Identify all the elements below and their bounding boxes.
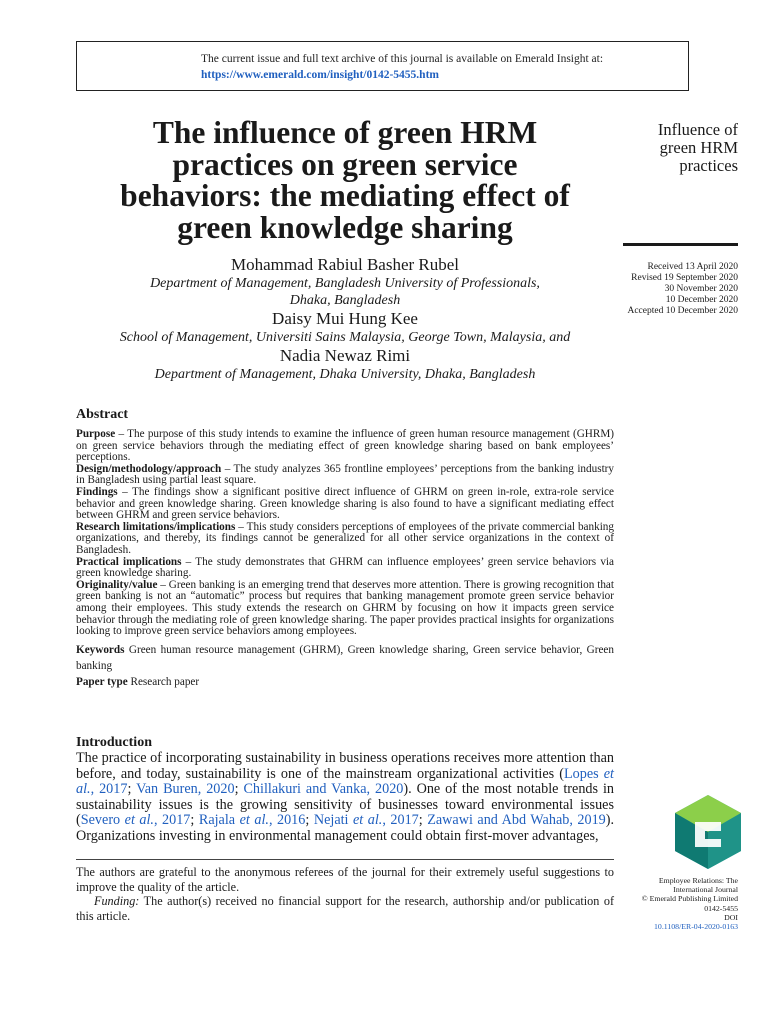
abstract-text: – Green banking is an emerging trend that deserves more attention. There is growing recognition that green banking is not an “automatic” process but requires that banking management promote green service behavior among their employees. This study extends the research on GHRM by focusing on how it impacts green service behavior through the mediating role of green knowledge sharing. The paper provides practical insights for organizations looking to improve green service behaviors among employees.: [76, 578, 614, 638]
author-block: [76, 255, 614, 383]
doi-line: DOI 10.1108/ER-04-2020-0163: [654, 912, 738, 932]
title-line: behaviors: the mediating effect of: [120, 178, 570, 213]
acknowledgement-footnote: [76, 865, 614, 923]
abstract-originality: [76, 580, 614, 638]
abstract-practical: [76, 557, 614, 580]
journal-line: International Journal: [673, 885, 738, 895]
abstract-heading: Abstract: [76, 407, 129, 422]
funding-text: The author(s) received no financial support for the research, authorship and/or publication of this article.: [76, 894, 614, 923]
title-line: The influence of green HRM: [152, 115, 538, 150]
archive-notice-text: The current issue and full text archive of this journal is available on Emerald Insight at:: [201, 53, 604, 65]
body-text: ). Organizations investing in environmental management could obtain first-mover advantages,: [76, 812, 615, 844]
keywords: [76, 642, 614, 674]
body-text: The practice of incorporating sustainability in business operations receives more attention than before, and today, sustainability is one of the mainstream organizational activities (: [76, 750, 614, 782]
date-revised: 30 November 2020: [664, 284, 738, 294]
journal-line: Employee Relations: The: [658, 876, 738, 885]
author-affiliation: Dhaka, Bangladesh: [289, 293, 401, 308]
author-affiliation: Department of Management, Dhaka University, Dhaka, Bangladesh: [154, 367, 536, 382]
abstract-label: Originality/value: [76, 578, 158, 591]
abstract-design: [76, 464, 614, 487]
abstract-label: Findings: [76, 485, 118, 498]
title-line: practices on green service: [172, 146, 518, 182]
running-head: [620, 121, 738, 175]
footnote-divider: [76, 859, 614, 860]
date-revised: 10 December 2020: [665, 295, 738, 305]
abstract-text: – The purpose of this study intends to examine the influence of green human resource management (GHRM) on green service behaviors through the mediating effect of green knowledge sharing based on bank employees’ perceptions.: [76, 428, 614, 464]
keywords-label: Keywords: [76, 643, 125, 656]
doi-link[interactable]: 10.1108/ER-04-2020-0163: [654, 922, 738, 932]
citation-link[interactable]: Rajala et al., 2016: [198, 812, 306, 828]
margin-divider: [623, 243, 738, 246]
abstract-label: Research limitations/implications: [76, 520, 236, 533]
funding-label: Funding:: [94, 894, 140, 908]
acknowledgement-text: The authors are grateful to the anonymous referees of the journal for their extremely useful suggestions to improve the quality of the article.: [76, 865, 614, 894]
abstract-purpose: [76, 429, 614, 464]
date-accepted: Accepted 10 December 2020: [627, 306, 738, 316]
author-affiliation: School of Management, Universiti Sains Malaysia, George Town, Malaysia, and: [119, 330, 571, 345]
archive-notice-box: [76, 41, 689, 91]
running-head-line: Influence of: [657, 120, 738, 139]
paper-type-label: Paper type: [76, 675, 128, 688]
abstract-limitations: [76, 522, 614, 557]
introduction-paragraph: The practice of incorporating sustainability in business operations receives more attention than before, and today, sustainability is one of the mainstream organizational activities (Lopes et al., 2017; Van Buren, 2020; Chillakuri and Vanka, 2020). One of the most notable trends in sustainability issues is the growing sensitivity of businesses toward environmental issues (Severo et al., 2017; Rajala et al., 2016; Nejati et al., 2017; Zawawi and Abd Wahab, 2019). Organizations investing in environmental management could obtain first-mover advantages,: [76, 750, 615, 844]
citation-link[interactable]: Chillakuri and Vanka, 2020: [243, 781, 404, 797]
journal-line: 0142-5455: [704, 903, 738, 913]
citation-link[interactable]: Nejati et al., 2017: [313, 812, 419, 828]
abstract-label: Design/methodology/approach: [76, 462, 222, 475]
paper-type: [76, 674, 614, 690]
funding-statement: [76, 894, 614, 923]
abstract-label: Purpose: [76, 428, 116, 440]
author-name: Mohammad Rabiul Basher Rubel: [230, 255, 460, 274]
title-line: green knowledge sharing: [177, 209, 513, 245]
article-title: [76, 117, 614, 243]
running-head-line: practices: [679, 156, 738, 175]
date-received: Received 13 April 2020: [647, 262, 738, 272]
body-text: ). One of the most notable trends in sustainability issues is the growing sensitivity of businesses toward environmental issues (: [76, 781, 614, 828]
citation-link[interactable]: Severo et al., 2017: [80, 812, 191, 828]
running-head-line: green HRM: [659, 138, 738, 157]
author-affiliation: Department of Management, Bangladesh University of Professionals,: [150, 276, 540, 291]
author-name: Daisy Mui Hung Kee: [272, 309, 418, 328]
citation-link[interactable]: Van Buren, 2020: [136, 781, 235, 797]
emerald-logo-icon: [675, 795, 741, 869]
citation-link[interactable]: Zawawi and Abd Wahab, 2019: [427, 812, 606, 828]
author-name: Nadia Newaz Rimi: [279, 346, 411, 365]
keywords-text: Green human resource management (GHRM), Green knowledge sharing, Green service behavior, Green banking: [76, 643, 614, 672]
paper-type-text: Research paper: [127, 675, 200, 688]
citation-link[interactable]: Lopes et al., 2017: [76, 765, 614, 797]
journal-url-link[interactable]: https://www.emerald.com/insight/0142-5455.htm: [201, 69, 439, 81]
abstract-label: Practical implications: [76, 555, 182, 568]
article-history-dates: [600, 262, 738, 317]
introduction-heading: Introduction: [76, 735, 152, 750]
date-revised: Revised 19 September 2020: [631, 273, 738, 283]
introduction-section: [76, 734, 614, 844]
journal-line: © Emerald Publishing Limited: [641, 894, 738, 904]
abstract-section: [76, 407, 614, 690]
abstract-text: – The study analyzes 365 frontline employees’ perceptions from the banking industry in Bangladesh using partial least square.: [76, 462, 614, 487]
abstract-text: – The study demonstrates that GHRM can influence employees’ green service behaviors via green knowledge sharing.: [76, 555, 614, 580]
abstract-text: – The findings show a significant positive direct influence of GHRM on green in-role, extra-role service behavior and green knowledge sharing. Green knowledge sharing is also found to have a significant mediating effect between GHRM and green service behaviors.: [76, 485, 614, 522]
journal-info: [600, 876, 738, 931]
abstract-text: – This study considers perceptions of employees of the private commercial banking organizations, and thereby, its findings cannot be generalized for all other service organizations in the context of Bangladesh.: [76, 520, 614, 556]
abstract-findings: [76, 487, 614, 522]
